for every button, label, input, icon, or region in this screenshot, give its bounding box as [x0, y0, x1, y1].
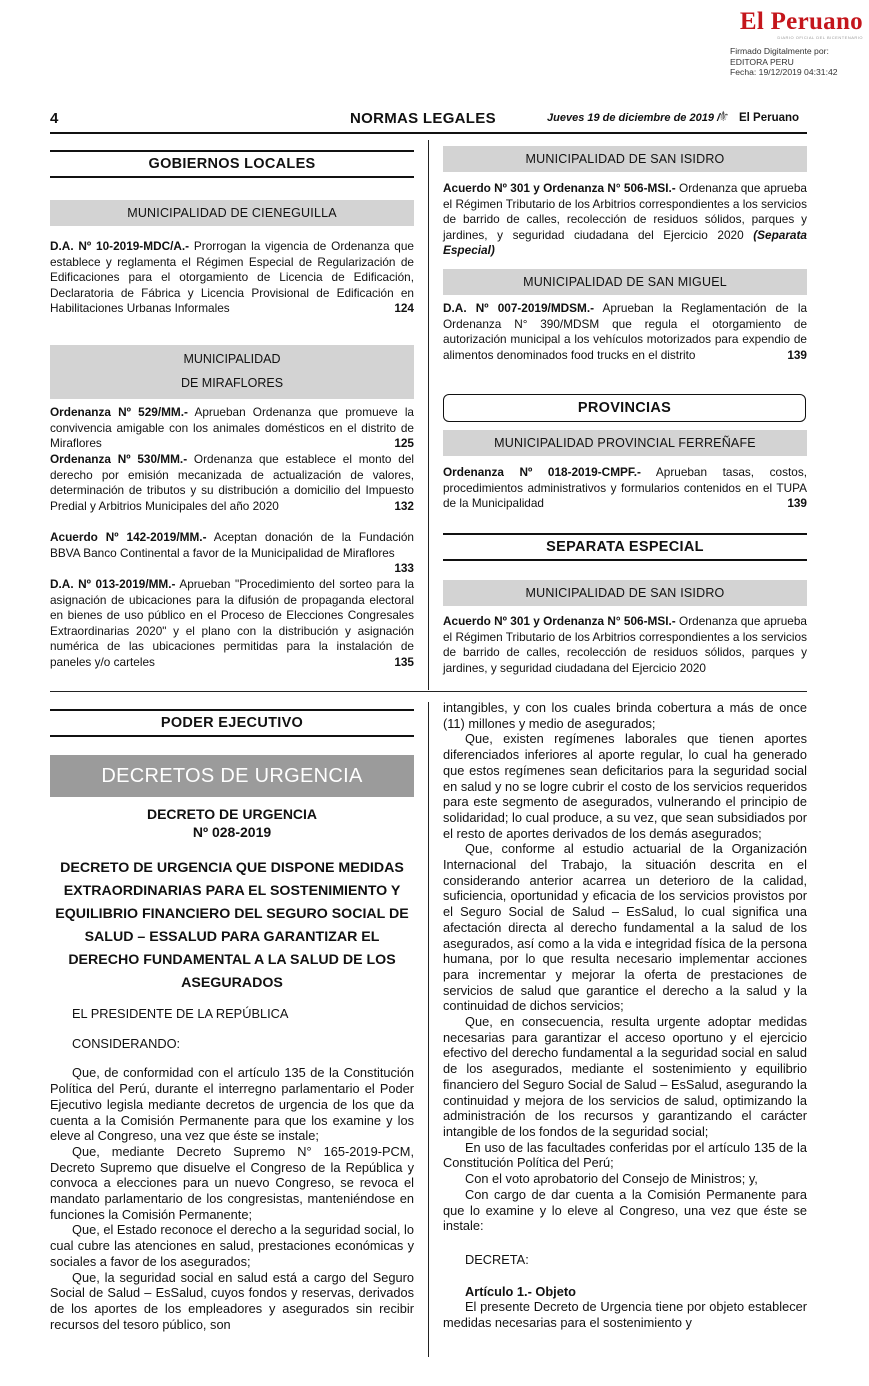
entry-text: Ordenanza que aprueba el Régimen Tributario de los Arbitrios correspondientes a los servicios de barrido de calles, recolección de residuos sólidos, parques y jardines, y seguridad ciudadana del Ejercicio 2020 [443, 614, 807, 675]
entry-text: Aceptan donación de la Fundación BBVA Banco Continental a favor de la Municipalidad de Miraflores [50, 530, 414, 560]
entry-page: 135 [394, 654, 414, 669]
decree-no: Nº 028-2019 [192, 824, 272, 840]
issue-date: Jueves 19 de diciembre de 2019 / [547, 112, 721, 124]
presidente-line: EL PRESIDENTE DE LA REPÚBLICA [72, 1006, 289, 1021]
decree-number [50, 805, 414, 841]
entry-note: (Separata Especial) [443, 227, 807, 258]
summary-entry[interactable] [50, 577, 414, 671]
entry-text: Ordenanza que establece el monto del derecho por emisión mecanizada de actualización de valores, determinación de tributos y su distribución a domicilio del Impuesto Predial y Arbitrios Municipales del año 2020 [50, 452, 415, 513]
section-divider [50, 691, 807, 692]
entry-page: 124 [394, 301, 414, 316]
page-number: 4 [50, 110, 59, 127]
decree-body-right [443, 700, 807, 1331]
brand-block [683, 8, 863, 40]
entry-code: D.A. Nº 10-2019-MDC/A.- [50, 239, 190, 253]
cieneguilla-heading: MUNICIPALIDAD DE CIENEGUILLA [50, 200, 414, 226]
san-isidro-heading-2: MUNICIPALIDAD DE SAN ISIDRO [443, 580, 807, 606]
entry-code: Ordenanza Nº 530/MM.- [50, 452, 188, 466]
entry-code: Acuerdo Nº 301 y Ordenanza N° 506-MSI.- [443, 614, 676, 628]
summary-entry[interactable] [443, 614, 807, 676]
paragraph: Que, la seguridad social en salud está a cargo del Seguro Social de Salud – EsSalud, cuyos fondos y reservas, derivados de los aportes de los empleadores y asegurados sin recibir recursos del tesoro público, son [50, 1269, 414, 1332]
entry-page: 139 [787, 347, 807, 362]
brand-tagline: DIARIO OFICIAL DEL BICENTENARIO [777, 35, 863, 40]
entry-text: Aprueban Ordenanza que promueve la convivencia amigable con los animales domésticos en el distrito de Miraflores [50, 405, 414, 451]
paragraph: Que, de conformidad con el artículo 135 de la Constitución Política del Perú, durante el interregno parlamentario el Poder Ejecutivo legisla mediante decretos de urgencia de los que da cuenta a la Comisión Permanente para que los examine y los eleve al Congreso, una vez que éste se instale; [50, 1065, 414, 1144]
paragraph: Que, conforme al estudio actuarial de la Organización Internacional del Trabajo, la situación descrita en el considerando anterior acarrea un deterioro de la calidad, suficiencia, oportunidad y eficacia de los servicios provistos por el Seguro Social de Salud – EsSalud, lo cual significa una afectación directa al derecho fundamental a la salud de los asegurados, así como a la vida e integridad física de la persona humana, por lo que resulta necesario implementar acciones para incrementar y mejorar la oferta de prestaciones de servicios de salud que garantice el derecho a la salud y la continuidad de dichos servicios; [443, 841, 807, 1014]
san-miguel-heading: MUNICIPALIDAD DE SAN MIGUEL [443, 269, 807, 295]
miraflores-heading [50, 345, 414, 399]
san-isidro-heading: MUNICIPALIDAD DE SAN ISIDRO [443, 146, 807, 172]
signature-line: EDITORA PERU [730, 56, 794, 67]
entry-code: Ordenanza Nº 018-2019-CMPF.- [443, 465, 641, 479]
article-heading: Artículo 1.- Objeto [465, 1283, 576, 1299]
section-title: NORMAS LEGALES [350, 110, 496, 127]
paragraph: Que, existen regímenes laborales que tienen aportes diferenciados inferiores al aporte regular, lo cual ha generado que estos regímenes sean deficitarios para la seguridad social en salud y no se logre cubrir el costo de los servicios requeridos para este segmento de asegurados, vulnerando el principio de solidaridad; lo cual produce, a su vez, que sean subsidiados por el resto de aportes derivados de los demás asegurados; [443, 731, 807, 841]
paragraph: Que, el Estado reconoce el derecho a la seguridad social, lo cual cubre las atenciones en salud, prestaciones económicas y sociales a favor de los asegurados; [50, 1222, 414, 1269]
summary-entry[interactable] [50, 452, 414, 514]
summary-entry[interactable] [443, 465, 807, 512]
entry-code: Ordenanza Nº 529/MM.- [50, 405, 188, 419]
entry-page: 133 [394, 561, 414, 576]
summary-entry[interactable] [50, 530, 414, 577]
column-divider [428, 702, 429, 1357]
entry-page: 125 [394, 436, 414, 451]
summary-entry[interactable] [443, 301, 807, 363]
separata-heading: SEPARATA ESPECIAL [443, 533, 807, 561]
provincias-heading: PROVINCIAS [443, 394, 806, 422]
paragraph: intangibles, y con los cuales brinda cobertura a más de once (11) millones y medio de asegurados; [443, 700, 807, 731]
decree-body-left [50, 1006, 414, 1332]
paragraph: Con el voto aprobatorio del Consejo de Ministros; y, [465, 1171, 758, 1187]
entry-text: Aprueban "Procedimiento del sorteo para la asignación de ubicaciones para la difusión de propaganda electoral en bienes de uso público en el Proceso de Elecciones Congresales Extraordinarias 2020" y el plano con la distribución y asignación numérica de las ubicaciones permitidas para la instalación de paneles y/o carteles [50, 577, 414, 669]
summary-entry[interactable] [443, 181, 807, 259]
paragraph: Que, mediante Decreto Supremo N° 165-2019-PCM, Decreto Supremo que disuelve el Congreso de la República y convoca a elecciones para un nuevo Congreso, se revoca el mandato parlamentario de los congresistas, manteniéndose en funciones la Comisión Permanente; [50, 1143, 414, 1222]
el-peruano-logo: El Peruano [739, 8, 863, 35]
miraflores-heading-line: DE MIRAFLORES [180, 376, 284, 390]
signature-line: Fecha: 19/12/2019 04:31:42 [730, 67, 838, 77]
paragraph: Que, en consecuencia, resulta urgente adoptar medidas necesarias para garantizar el acceso oportuno y el ejercicio efectivo del derecho fundamental a la seguridad social en salud de los asegurados, mediante el sostenimiento y equilibrio financiero del Seguro Social de Salud – EsSalud, asegurando la continuidad y mejora de los servicios de salud, optimizando la administración de los recursos y garantizando el carácter intangible de los fondos de la seguridad social; [443, 1014, 807, 1139]
paragraph: Con cargo de dar cuenta a la Comisión Permanente para que lo examine y lo eleve al Congreso, una vez que éste se instale: [443, 1186, 807, 1234]
entry-code: D.A. Nº 007-2019/MDSM.- [443, 301, 595, 315]
decretos-urgencia-heading: DECRETOS DE URGENCIA [50, 755, 414, 797]
entry-text: Aprueban la Reglamentación de la Ordenanza N° 390/MDSM que regula el otorgamiento de autorización municipal a los vehículos motorizados para expendio de alimentos denominados food trucks en el distrito [443, 301, 807, 362]
entry-text: Aprueban tasas, costos, procedimientos administrativos y formularios contenidos en el TUPA de la Municipalidad [443, 465, 807, 511]
miraflores-heading-line: MUNICIPALIDAD [183, 352, 281, 366]
entry-code: Acuerdo Nº 142-2019/MM.- [50, 530, 207, 544]
decree-full-title: DECRETO DE URGENCIA QUE DISPONE MEDIDAS EXTRAORDINARIAS PARA EL SOSTENIMIENTO Y EQUILIBRIO FINANCIERO DEL SEGURO SOCIAL DE SALUD – ESSALUD PARA GARANTIZAR EL DERECHO FUNDAMENTAL A LA SALUD DE LOS ASEGURADOS [55, 860, 409, 991]
entry-text: Prorrogan la vigencia de Ordenanza que establece y reglamenta el Régimen Especial de Regularización de Edificaciones para el otorgamiento de Licencia de Edificación, Declaratoria de Fábrica y Licencia Provisional de Edificación en Habilitaciones Urbanas Informales [50, 239, 414, 316]
summary-entry[interactable] [50, 239, 414, 317]
entry-code: D.A. Nº 013-2019/MM.- [50, 577, 176, 591]
crest-icon: ⚜ [717, 108, 730, 124]
poder-ejecutivo-heading: PODER EJECUTIVO [50, 709, 414, 737]
considerando-line: CONSIDERANDO: [72, 1035, 181, 1051]
digital-signature [730, 46, 860, 78]
paragraph: En uso de las facultades conferidas por el artículo 135 de la Constitución Política del Perú; [443, 1139, 807, 1171]
paragraph: El presente Decreto de Urgencia tiene por objeto establecer medidas necesarias para el sostenimiento y [443, 1299, 807, 1331]
paper-name: El Peruano [739, 112, 800, 124]
ferrenafe-heading: MUNICIPALIDAD PROVINCIAL FERREÑAFE [443, 430, 807, 456]
entry-page: 132 [394, 498, 414, 513]
entry-code: Acuerdo Nº 301 y Ordenanza N° 506-MSI.- [443, 181, 676, 195]
gobiernos-locales-heading: GOBIERNOS LOCALES [50, 150, 414, 178]
page-header [50, 108, 807, 134]
entry-page: 139 [787, 496, 807, 511]
summary-entry[interactable] [50, 405, 414, 452]
decree-title: DECRETO DE URGENCIA [146, 806, 318, 822]
entry-text: Ordenanza que aprueba el Régimen Tributario de los Arbitrios correspondientes a los servicios de barrido de calles, recolección de residuos sólidos, parques y jardines, y seguridad ciudadana del Ejercicio 2020 [443, 181, 807, 242]
column-divider [428, 140, 429, 690]
decreta-line: DECRETA: [465, 1251, 529, 1267]
signature-line: Firmado Digitalmente por: [730, 46, 829, 56]
